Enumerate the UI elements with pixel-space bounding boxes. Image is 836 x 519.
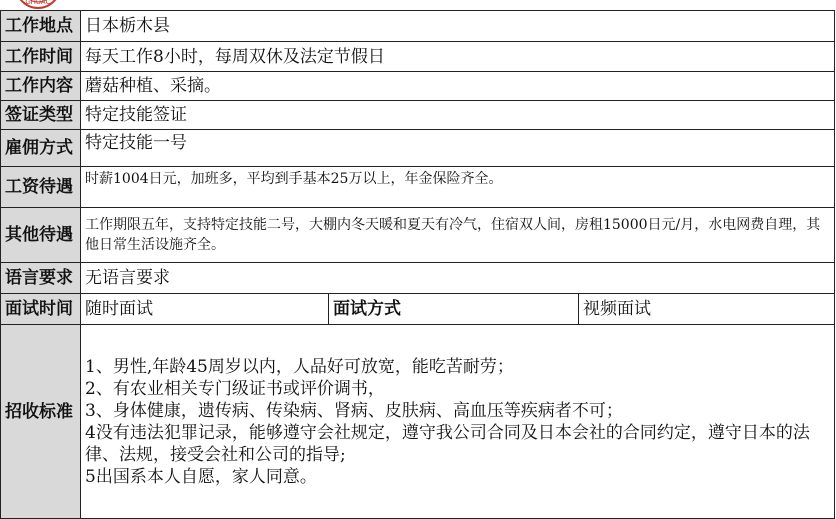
value-work-content: 蘑菇种植、采摘。	[81, 72, 835, 101]
value-work-hours: 每天工作8小时，每周双休及法定节假日	[81, 42, 835, 72]
label-work-hours: 工作时间	[1, 42, 81, 72]
label-salary: 工资待遇	[1, 167, 81, 208]
row-work-hours	[1, 42, 835, 72]
label-work-content: 工作内容	[1, 72, 81, 101]
value-interview-method: 视频面试	[579, 294, 835, 325]
job-info-table	[0, 10, 835, 519]
criteria-item: 2、有农业相关专门级证书或评价调书，	[85, 378, 385, 399]
value-interview-time: 随时面试	[81, 294, 329, 325]
row-work-content	[1, 72, 835, 101]
label-interview-time: 面试时间	[1, 294, 81, 325]
criteria-item: 1、男性,年龄45周岁以内，人品好可放宽，能吃苦耐劳；	[85, 356, 514, 377]
label-employment-type: 雇佣方式	[1, 130, 81, 167]
row-employment-type	[1, 130, 835, 167]
label-other-benefits: 其他待遇	[1, 208, 81, 263]
label-visa-type: 签证类型	[1, 101, 81, 130]
row-visa-type	[1, 101, 835, 130]
row-work-location	[1, 11, 835, 42]
label-language-requirement: 语言要求	[1, 263, 81, 294]
row-salary	[1, 167, 835, 208]
criteria-item: 4没有违法犯罪记录，能够遵守会社规定，遵守我公司合同及日本会社的合同约定，遵守日本的法律、法规，接受会社和公司的指导;	[85, 422, 810, 465]
value-salary: 时薪1004日元，加班多，平均到手基本25万以上，年金保险齐全。	[81, 167, 835, 208]
company-logo	[2, 0, 74, 10]
label-recruitment-criteria: 招收标准	[1, 325, 81, 519]
logo-text: GHUAC	[25, 0, 51, 6]
criteria-item: 3、身体健康，遗传病、传染病、肾病、皮肤病、高血压等疾病者不可；	[85, 400, 623, 421]
row-language-requirement	[1, 263, 835, 294]
value-work-location: 日本栃木县	[81, 11, 835, 42]
criteria-item: 5出国系本人自愿，家人同意。	[85, 466, 317, 487]
value-visa-type: 特定技能签证	[81, 101, 835, 130]
label-interview-method: 面试方式	[329, 294, 579, 325]
row-other-benefits	[1, 208, 835, 263]
row-interview	[1, 294, 835, 325]
value-other-benefits: 工作期限五年，支持特定技能二号，大棚内冬天暖和夏天有冷气，住宿双人间，房租15000日元/月，水电网费自理，其他日常生活设施齐全。	[81, 208, 835, 263]
value-employment-type: 特定技能一号	[81, 130, 835, 167]
label-work-location: 工作地点	[1, 11, 81, 42]
value-language-requirement: 无语言要求	[81, 263, 835, 294]
row-recruitment-criteria	[1, 325, 835, 519]
value-recruitment-criteria	[81, 325, 835, 519]
